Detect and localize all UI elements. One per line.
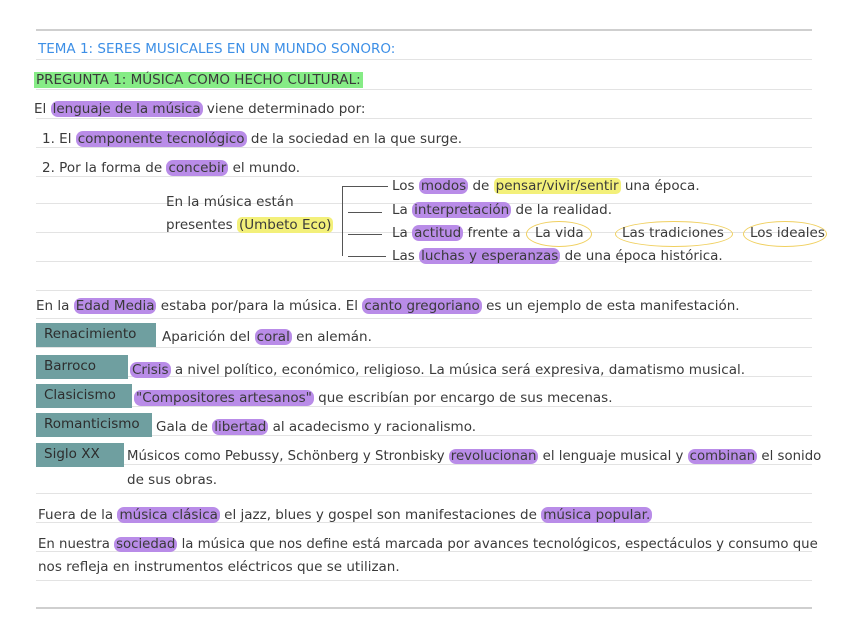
siglo-xx-text-line2: de sus obras. (127, 472, 218, 488)
tag-siglo-xx: Siglo XX (36, 443, 124, 467)
text: Aparición del (162, 329, 255, 345)
text: La (392, 225, 413, 241)
highlight: coral (256, 329, 290, 345)
ruled-line (36, 347, 812, 348)
clasicismo-text (134, 389, 613, 407)
text: 1. El (42, 131, 76, 147)
text: En nuestra (38, 537, 115, 552)
tag-clasicismo: Clasicismo (36, 384, 132, 408)
ruled-line (36, 318, 812, 319)
ruled-line (36, 59, 812, 60)
highlight: revolucionan (450, 449, 537, 464)
highlight: libertad (214, 419, 267, 435)
branch-interpretacion (392, 201, 612, 219)
oval-los-ideales: Los ideales (750, 225, 825, 241)
highlight: componente tecnológico (77, 131, 245, 147)
highlight: música popular. (543, 507, 651, 523)
tag-romanticismo: Romanticismo (36, 413, 152, 437)
highlight: modos (420, 178, 467, 194)
text: de una época histórica. (560, 248, 723, 264)
highlight: Edad Media (75, 298, 155, 314)
highlight: interpretación (414, 202, 510, 218)
bracket-line (348, 234, 382, 235)
ruled-line (36, 118, 812, 119)
renacimiento-text (162, 328, 372, 346)
highlight: luchas y esperanzas (421, 248, 559, 264)
ruled-line (36, 89, 812, 90)
romanticismo-text (156, 418, 476, 436)
text: 2. Por la forma de (42, 160, 167, 176)
bracket-line (348, 256, 386, 257)
eco-line-1: En la música están (166, 194, 294, 210)
bracket-line (348, 212, 382, 213)
highlight: sociedad (116, 537, 176, 552)
text: estaba por/para la música. El (156, 298, 363, 314)
highlight: canto gregoriano (364, 298, 480, 314)
oval-la-vida: La vida (535, 225, 584, 241)
text: Las (392, 248, 420, 264)
highlight: lenguaje de la música (52, 101, 201, 117)
text: El (34, 101, 51, 117)
highlight: actitud (414, 225, 462, 241)
text: el lenguaje musical y (538, 449, 688, 464)
branch-modos (392, 177, 700, 195)
highlight: "Compositores artesanos" (136, 390, 312, 406)
barroco-text (130, 361, 745, 379)
text: el mundo. (228, 160, 301, 176)
highlight: combinan (689, 449, 756, 464)
siglo-xx-text (127, 448, 821, 466)
medieval-line (36, 297, 740, 315)
eco-line-2 (166, 216, 333, 234)
text: que escribían por encargo de sus mecenas. (313, 390, 613, 406)
oval-las-tradiciones: Las tradiciones (622, 225, 724, 241)
text: de (468, 178, 494, 194)
text: el sonido (757, 449, 822, 464)
text: en alemán. (291, 329, 372, 345)
branch-actitud (392, 224, 521, 242)
text: de la realidad. (511, 202, 613, 218)
text: una época. (620, 178, 700, 194)
highlight: música clásica (119, 507, 218, 523)
text: viene determinado por: (202, 101, 366, 117)
tag-barroco: Barroco (36, 355, 128, 379)
text: Fuera de la (38, 507, 118, 523)
bracket-line (342, 186, 343, 256)
point-one (42, 130, 462, 148)
highlight: pensar/vivir/sentir (495, 178, 619, 194)
popular-line (38, 506, 652, 524)
ruled-line (36, 493, 812, 494)
text: Los (392, 178, 419, 194)
text: el jazz, blues y gospel son manifestaciones de (219, 507, 542, 523)
ruled-line (36, 29, 812, 31)
highlight: Crisis (132, 362, 169, 378)
society-line (38, 536, 818, 554)
question-heading (34, 71, 363, 89)
ruled-line (36, 580, 812, 581)
text: La (392, 202, 413, 218)
highlight: concebir (168, 160, 227, 176)
text: la música que nos define está marcada por avances tecnológicos, espectáculos y consumo que (177, 537, 818, 552)
page-title: TEMA 1: SERES MUSICALES EN UN MUNDO SONORO: (38, 41, 396, 57)
ruled-line (36, 607, 812, 609)
society-line-2: nos refleja en instrumentos eléctricos que se utilizan. (38, 559, 400, 575)
text: Gala de (156, 419, 213, 435)
intro-line (34, 100, 365, 118)
bracket-line (342, 186, 388, 187)
text: Músicos como Pebussy, Schönberg y Stronbisky (127, 449, 449, 464)
text: es un ejemplo de esta manifestación. (481, 298, 740, 314)
question-highlight: PREGUNTA 1: MÚSICA COMO HECHO CULTURAL: (36, 72, 361, 88)
tag-renacimiento: Renacimiento (36, 323, 156, 347)
branch-luchas (392, 247, 723, 265)
highlight: (Umbeto Eco) (238, 217, 332, 233)
text: a nivel político, económico, religioso. La música será expresiva, damatismo musical. (170, 362, 746, 378)
text: frente a (463, 225, 521, 241)
point-two (42, 159, 300, 177)
text: de la sociedad en la que surge. (246, 131, 463, 147)
text: presentes (166, 217, 237, 233)
text: al acadecismo y racionalismo. (268, 419, 477, 435)
ruled-line (36, 290, 812, 291)
text: En la (36, 298, 74, 314)
